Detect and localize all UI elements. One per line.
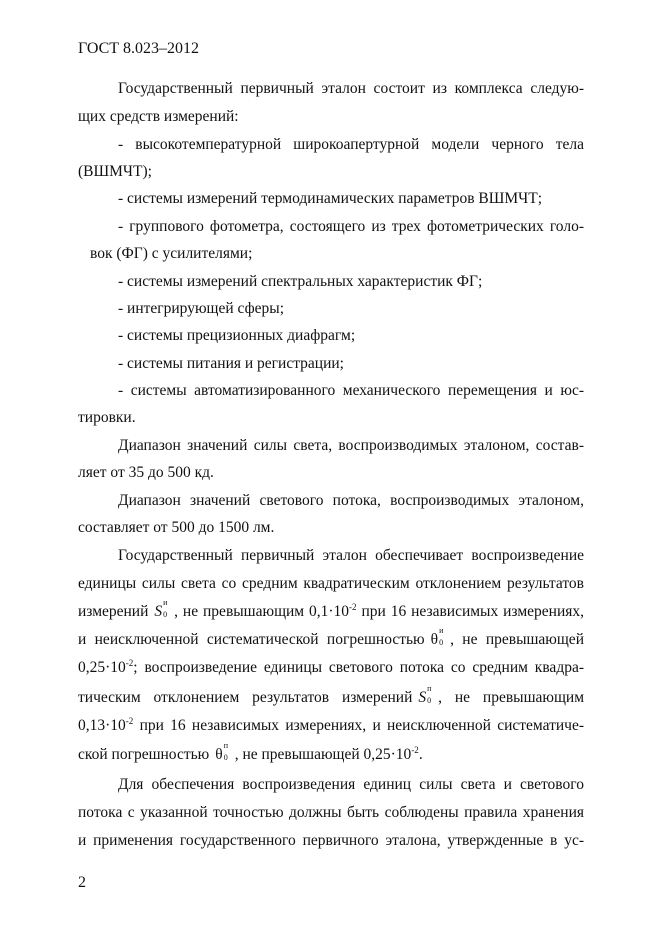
text-line: Диапазон значений силы света, воспроизводимых эталоном, состав- xyxy=(118,437,584,454)
list-item: - системы измерений спектральных характеристик ФГ; xyxy=(118,273,483,290)
list-item-continuation: вок (ФГ) с усилителями; xyxy=(90,245,253,262)
symbol-s0-p: S п 0 xyxy=(418,684,432,706)
list-item: - системы автоматизированного механического перемещения и юс- xyxy=(118,382,584,399)
text-line: Государственный первичный эталон обеспечивает воспроизведение xyxy=(118,547,584,564)
text-line: потока с указанной точностью должны быть соблюдены правила хранения xyxy=(78,804,584,821)
text-line-with-formula: и неисключенной систематической погрешностью θ и 0 , не превышающей xyxy=(78,626,584,648)
list-item: - системы питания и регистрации; xyxy=(118,355,344,372)
text-line: и применения государственного первичного эталона, утвержденные в ус- xyxy=(78,832,584,849)
page-number: 2 xyxy=(78,874,86,891)
list-item: - группового фотометра, состоящего из трех фотометрических голо- xyxy=(118,218,584,235)
list-item-continuation: тировки. xyxy=(78,409,136,426)
list-item: - интегрирующей сферы; xyxy=(118,300,285,317)
text-line-with-formula: тическим отклонением результатов измерений S п 0 , не превышающим xyxy=(78,684,584,706)
list-item-continuation: (ВШМЧТ); xyxy=(78,163,152,180)
text-line: Государственный первичный эталон состоит из комплекса следую- xyxy=(118,80,584,97)
text-line: ляет от 35 до 500 кд. xyxy=(78,464,214,481)
text-line-with-formula: $0,13\cdot 10^{-2}$ при 16 независимых измерениях, и неисключенной систематиче- xyxy=(78,716,584,734)
list-item: - системы измерений термодинамических параметров ВШМЧТ; xyxy=(118,190,543,207)
text-line-with-formula: ской погрешностью θ п 0 , не превышающей $0,25\cdot 10^{-2}$. xyxy=(78,741,423,763)
text-line-with-formula: $0,25\cdot 10^{-2}$; воспроизведение единицы светового потока со средним квадра- xyxy=(78,658,584,676)
text-line: единицы силы света со средним квадратическим отклонением результатов xyxy=(78,575,584,592)
document-header: ГОСТ 8.023–2012 xyxy=(78,40,200,57)
symbol-s0-i: S и 0 xyxy=(154,598,168,620)
text-line-with-formula: измерений S и 0 , не превышающим $0,1\cdot 10^{-2}$ при 16 независимых измерениях, xyxy=(78,598,584,620)
text-line: составляет от 500 до 1500 лм. xyxy=(78,519,275,536)
list-item: - высокотемпературной широкоапертурной модели черного тела xyxy=(118,136,584,153)
symbol-theta0-i: θ и 0 xyxy=(430,626,444,648)
text-line: Диапазон значений светового потока, воспроизводимых эталоном, xyxy=(118,492,584,509)
symbol-theta0-p: θ п 0 xyxy=(215,741,228,763)
text-line: Для обеспечения воспроизведения единиц силы света и светового xyxy=(118,776,584,793)
list-item: - системы прецизионных диафрагм; xyxy=(118,327,356,344)
text-line: щих средств измерений: xyxy=(78,108,239,125)
